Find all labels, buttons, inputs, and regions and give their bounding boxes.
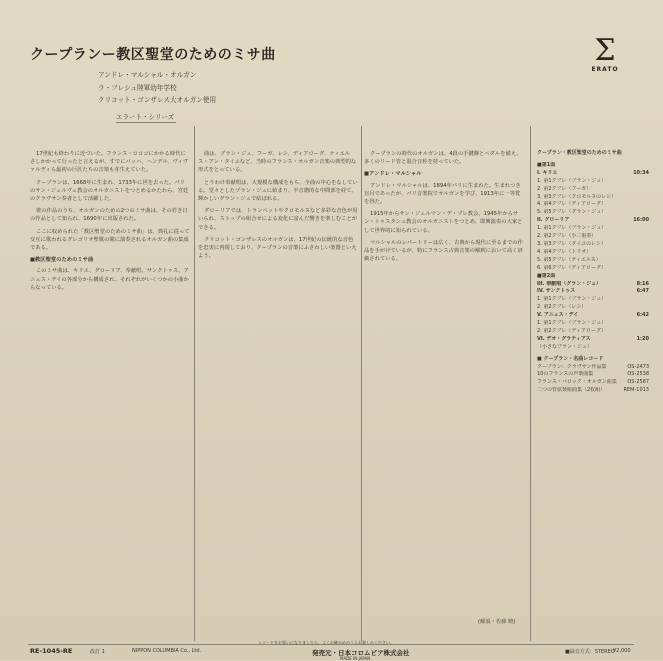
track-row	[537, 201, 649, 209]
track-title: ■第2面	[537, 272, 556, 279]
section-heading: ■教区聖堂のためのミサ曲	[30, 257, 94, 264]
credit-line-3: クリコット・ゴンザレス大オルガン使用	[98, 96, 217, 104]
erato-logo	[584, 33, 626, 73]
track-title: 2. 第2クプレ（フーガ）	[537, 185, 592, 192]
record-title: 10のフランスの声楽曲集	[537, 371, 594, 378]
track-time: 1:20	[636, 335, 649, 342]
record-title: 二つの管弦楽組曲集（2枚組）	[537, 387, 606, 394]
track-title: 4. 第4クプレ（ディアローグ）	[537, 201, 607, 208]
track-row	[537, 186, 649, 194]
track-row	[537, 281, 649, 289]
track-title: 4. 第4クプレ（トリオ）	[537, 248, 592, 255]
column-divider	[194, 126, 195, 641]
track-row	[537, 233, 649, 241]
record-code: OS-2587	[627, 379, 649, 386]
track-listing	[537, 150, 649, 395]
record-row	[537, 371, 649, 379]
record-code: OS-2538	[627, 371, 649, 378]
logo-wordmark: ERATO	[591, 66, 619, 73]
paragraph: 彼の作品のうち、オルガンのための2つのミサ曲は、その若き日の作品として知られ、1690年に出版された。	[30, 208, 188, 223]
credit-line-1: アンドレ・マルシャル・オルガン	[98, 71, 197, 79]
paragraph: 1915年からサン・ジェルマン・デ・プレ教会、1945年からサン・トゥスタシュ教会のオルガニストをつとめ、即興演奏の大家として世界的に知られている。	[364, 211, 523, 234]
track-row	[537, 178, 649, 186]
column-divider	[361, 126, 362, 641]
track-row	[537, 170, 649, 178]
track-row	[537, 241, 649, 249]
track-row	[537, 209, 649, 217]
track-row	[537, 249, 649, 257]
track-title: 1. 第1クプレ（プラン・ジュ）	[537, 296, 607, 303]
track-row	[537, 312, 649, 320]
record-row	[537, 379, 649, 387]
paragraph: マルシャルのレパートリーは広く、古典から現代に至るまでの作品を手がけているが、特にフランス古典音楽の解釈において高く評価されている。	[364, 239, 523, 263]
paragraph: このミサ曲は、キリエ、グローリア、奉献唱、サンクトゥス、アニュス・デイの各部分から構成され、それぞれがいくつかの小曲からなっている。	[30, 268, 189, 291]
footer-revision: 改訂 1	[90, 649, 105, 655]
track-time: 16:00	[633, 217, 649, 224]
column-divider	[530, 126, 531, 641]
track-title: 2. 第2クプレ（小二重奏）	[537, 233, 597, 240]
paragraph: ここに収められた「教区聖堂のためのミサ曲」は、典礼に従って交互に歌われるグレゴリオ聖歌の間に演奏されるオルガン曲の集成である。	[30, 228, 190, 252]
seller-name: 発売元・日本コロムビア株式会社	[312, 649, 410, 657]
track-row	[537, 336, 649, 344]
track-row	[537, 162, 649, 170]
liner-notes-column-2	[198, 150, 358, 620]
track-time: 6:47	[636, 288, 649, 295]
track-title: 2. 第2クプレ（レシ）	[537, 304, 587, 311]
track-title: 1. 第1クプレ（プラン・ジュ）	[537, 225, 607, 232]
track-row	[537, 194, 649, 202]
track-row	[537, 320, 649, 328]
paragraph: とりわけ奉献唱は、大規模な構成をもち、全曲の中心をなしている。堂々としたプラン・ジュに始まり、半音階的な中間部を経て、輝かしいグラン・ジュで結ばれる。	[198, 179, 358, 203]
album-title: クープランー教区聖堂のためのミサ曲	[30, 47, 276, 63]
record-row	[537, 364, 649, 372]
record-title: フランス・バロック・オルガン曲集	[537, 379, 617, 386]
series-underline	[116, 122, 176, 123]
paragraph: アンドレ・マルシャルは、1894年パリに生まれた。生まれつき盲目であったが、パリ音楽院でオルガンを学び、1913年に一等賞を得た。	[364, 182, 521, 206]
price: ¥2,000	[613, 648, 631, 654]
footer-notice: レコードをお買いになりましたら、よくお確かめのうえお楽しみください。	[258, 640, 394, 645]
track-title: VI. デオ・グラティアス	[537, 335, 591, 342]
tracklist-heading: クープラン・教区聖堂のためのミサ曲	[537, 150, 622, 156]
track-row	[537, 225, 649, 233]
track-title: III. 奉献唱（グラン・ジュ）	[537, 280, 602, 287]
record-title: クープラン：クラヴサン作品集	[537, 363, 607, 370]
performer-credits	[98, 69, 216, 107]
track-title: II. グローリア	[537, 217, 570, 224]
paragraph: クープランの時代のオルガンは、4段の手鍵盤とペダルを備え、多くのリード管と混合音栓を持っていた。	[364, 151, 522, 166]
track-title: 1. 第1クプレ（プラン・ジュ）	[537, 320, 607, 327]
footer-company: NIPPON COLUMBIA Co., Ltd.	[132, 648, 202, 654]
catalog-number: RE-1045-RE	[30, 647, 73, 655]
track-title: 3. 第3クプレ（クロモルヌのレシ）	[537, 193, 617, 200]
record-row	[537, 387, 649, 395]
track-rows	[537, 162, 649, 352]
paragraph: 17世紀も終わりに近づいた。フランス・ロココにかかる時代にさしかかって行ったと言えるが、すでにバッハ、ヘンデル、ヴィヴァルディら最初の巨匠たちの音楽も芽生えていた。	[30, 151, 189, 174]
track-row	[537, 217, 649, 225]
track-title: I. キリエ	[537, 169, 558, 176]
track-title: 2. 第2クプレ（ディアローグ）	[537, 327, 607, 334]
made-in-japan: MADE IN JAPAN	[340, 656, 371, 661]
track-title: 5. 第5クプレ（ティエルス）	[537, 256, 601, 263]
track-row	[537, 328, 649, 336]
track-title: IV. サンクトゥス	[537, 288, 576, 295]
paragraph: グローリアでは、トランペットやクロモルヌなど多彩な音色が用いられ、ストップの組合せによる変化に富んだ響きを楽しむことができる。	[198, 208, 358, 231]
track-title: ■第1面	[537, 161, 556, 168]
credit-line-2: ラ・フレシュ陸軍幼年学校	[98, 83, 177, 92]
track-title: 5. 第5クプレ（グラン・ジュ）	[537, 209, 607, 216]
paragraph: クープランは、1668年に生まれ、1733年に世を去った。パリのサン・ジェルヴェ教会のオルガニストをつとめるかたわら、宮廷のクラヴサン奏者として活躍した。	[30, 179, 189, 203]
series-label: エラート・シリーズ	[116, 113, 175, 121]
paragraph: 曲は、プラン・ジュ、フーガ、レシ、ディアローグ、ティエルス・アン・タイユなど、当時のフランス・オルガン音楽の典型的な形式をとっている。	[198, 151, 357, 174]
track-time: 6:42	[636, 312, 649, 319]
record-code: REM-1013	[623, 387, 649, 394]
track-row	[537, 265, 649, 273]
track-title: （小さなプラン・ジュ）	[537, 343, 592, 350]
track-time: 10:34	[633, 169, 649, 176]
recording-format: ■録音方式：STEREO	[565, 649, 615, 655]
liner-notes-column-3	[364, 150, 524, 600]
track-row	[537, 344, 649, 352]
related-records	[537, 364, 649, 396]
records-heading: ■ クープラン・名曲レコード	[537, 355, 604, 362]
track-row	[537, 296, 649, 304]
author-signature: (解説・佐藤 暁)	[478, 619, 516, 625]
track-row	[537, 273, 649, 281]
track-title: 3. 第3クプレ（タイユのレシ）	[537, 240, 606, 247]
paragraph: クリコット・ゴンザレスのオルガンは、17世紀の伝統的な音色を忠実に再現しており、クープランの音楽にふさわしい楽器といえよう。	[198, 236, 357, 260]
track-row	[537, 257, 649, 265]
track-row	[537, 288, 649, 296]
track-time: 8:16	[636, 280, 649, 287]
track-row	[537, 304, 649, 312]
record-code: OS-2473	[627, 363, 649, 370]
track-title: 6. 第6クプレ（ディアローグ）	[537, 264, 607, 271]
track-title: 1. 第1クプレ（プラン・ジュ）	[537, 177, 607, 184]
liner-notes-column-1	[30, 150, 190, 630]
sigma-logo-icon: Σ	[594, 33, 616, 68]
section-heading: ■アンドレ・マルシャル	[364, 171, 422, 178]
track-title: V. アニュス・デイ	[537, 312, 579, 319]
